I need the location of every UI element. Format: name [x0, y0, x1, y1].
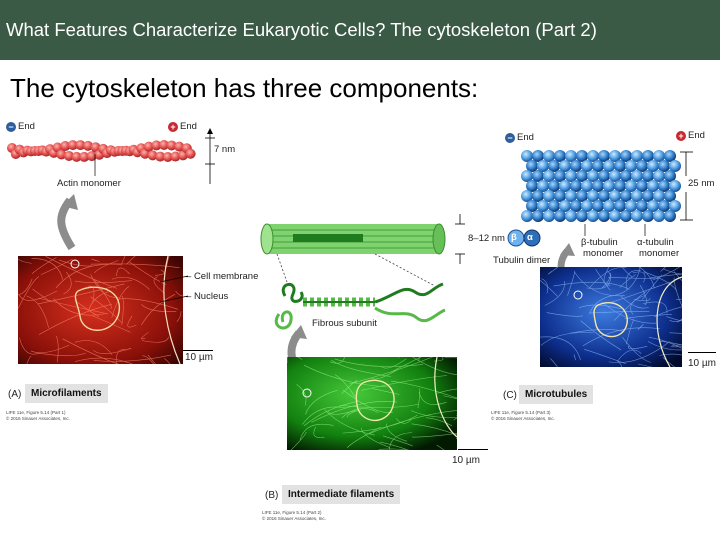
microtubule-micrograph — [540, 267, 682, 367]
plus-icon: + — [676, 131, 686, 141]
panel-letter-a: (A) — [8, 389, 22, 400]
fig-ref-b: LIFE 11e, Figure 5.14 (Part 2) — [262, 510, 322, 515]
cell-membrane-label: – Cell membrane — [186, 271, 259, 282]
plus-end-label-a: + End — [168, 121, 197, 132]
caption-microtubules: Microtubules — [519, 385, 593, 404]
tubulin-bead — [631, 210, 643, 222]
minus-end-label-a: − End — [6, 121, 35, 132]
copyright-c: © 2016 Sinauer Associates, Inc. — [491, 416, 555, 421]
beta-symbol: β — [511, 232, 517, 243]
fig-ref-c: LIFE 11e, Figure 5.14 (Part 3) — [491, 410, 551, 415]
copyright-b: © 2016 Sinauer Associates, Inc. — [262, 516, 326, 521]
tubulin-dimer-label: Tubulin dimer — [493, 255, 551, 266]
tubulin-bead — [598, 210, 610, 222]
minus-icon: − — [6, 122, 16, 132]
actin-bead — [186, 149, 196, 159]
alpha-tubulin-label: α-tubulin — [637, 237, 674, 248]
copyright-a: © 2016 Sinauer Associates, Inc. — [6, 416, 70, 421]
slide-title-bar — [0, 0, 720, 60]
tubulin-bead — [576, 210, 588, 222]
scale-bar-a — [183, 350, 213, 351]
tubulin-bead — [620, 210, 632, 222]
microfilament-micrograph — [18, 256, 183, 364]
intermediate-size-label: 8–12 nm — [468, 233, 505, 244]
slide-subtitle: The cytoskeleton has three components: — [10, 73, 479, 103]
panel-letter-c: (C) — [503, 390, 517, 401]
plus-end-label-c: + End — [676, 130, 705, 141]
tubulin-bead — [532, 210, 544, 222]
tubulin-bead — [587, 210, 599, 222]
tubulin-bead — [521, 210, 533, 222]
alpha-symbol: α — [527, 232, 533, 243]
caption-microfilaments: Microfilaments — [25, 384, 108, 403]
scale-bar-c — [688, 352, 716, 353]
scale-label-c: 10 µm — [688, 358, 716, 369]
scale-bar-b — [458, 449, 488, 450]
tubulin-bead — [609, 210, 621, 222]
scale-label-b: 10 µm — [452, 455, 480, 466]
fibrous-subunit-label: Fibrous subunit — [312, 318, 377, 329]
minus-end-label-c: − End — [505, 132, 534, 143]
tubulin-bead — [653, 210, 665, 222]
microtubule-size-label: 25 nm — [688, 178, 715, 189]
intermediate-filament-micrograph — [287, 357, 457, 450]
actin-filament — [7, 140, 196, 162]
scale-label-a: 10 µm — [185, 352, 213, 363]
actin-size-label: 7 nm — [214, 144, 236, 155]
tubulin-bead — [642, 210, 654, 222]
beta-monomer-label: monomer — [583, 248, 624, 259]
minus-icon: − — [505, 133, 515, 143]
tubulin-bead — [554, 210, 566, 222]
nucleus-label: – Nucleus — [186, 291, 229, 302]
slide-title: What Features Characterize Eukaryotic Cells? The cytoskeleton (Part 2) — [6, 19, 597, 40]
fig-ref-a: LIFE 11e, Figure 5.14 (Part 1) — [6, 410, 66, 415]
tubulin-bead — [565, 210, 577, 222]
beta-tubulin-label: β-tubulin — [581, 237, 618, 248]
caption-intermediate-filaments: Intermediate filaments — [282, 485, 400, 504]
plus-icon: + — [168, 122, 178, 132]
microtubule-tube — [521, 150, 681, 222]
alpha-monomer-label: monomer — [639, 248, 680, 259]
actin-monomer-label: Actin monomer — [57, 178, 121, 189]
panel-letter-b: (B) — [265, 490, 279, 501]
tubulin-bead — [664, 210, 676, 222]
tubulin-bead — [543, 210, 555, 222]
